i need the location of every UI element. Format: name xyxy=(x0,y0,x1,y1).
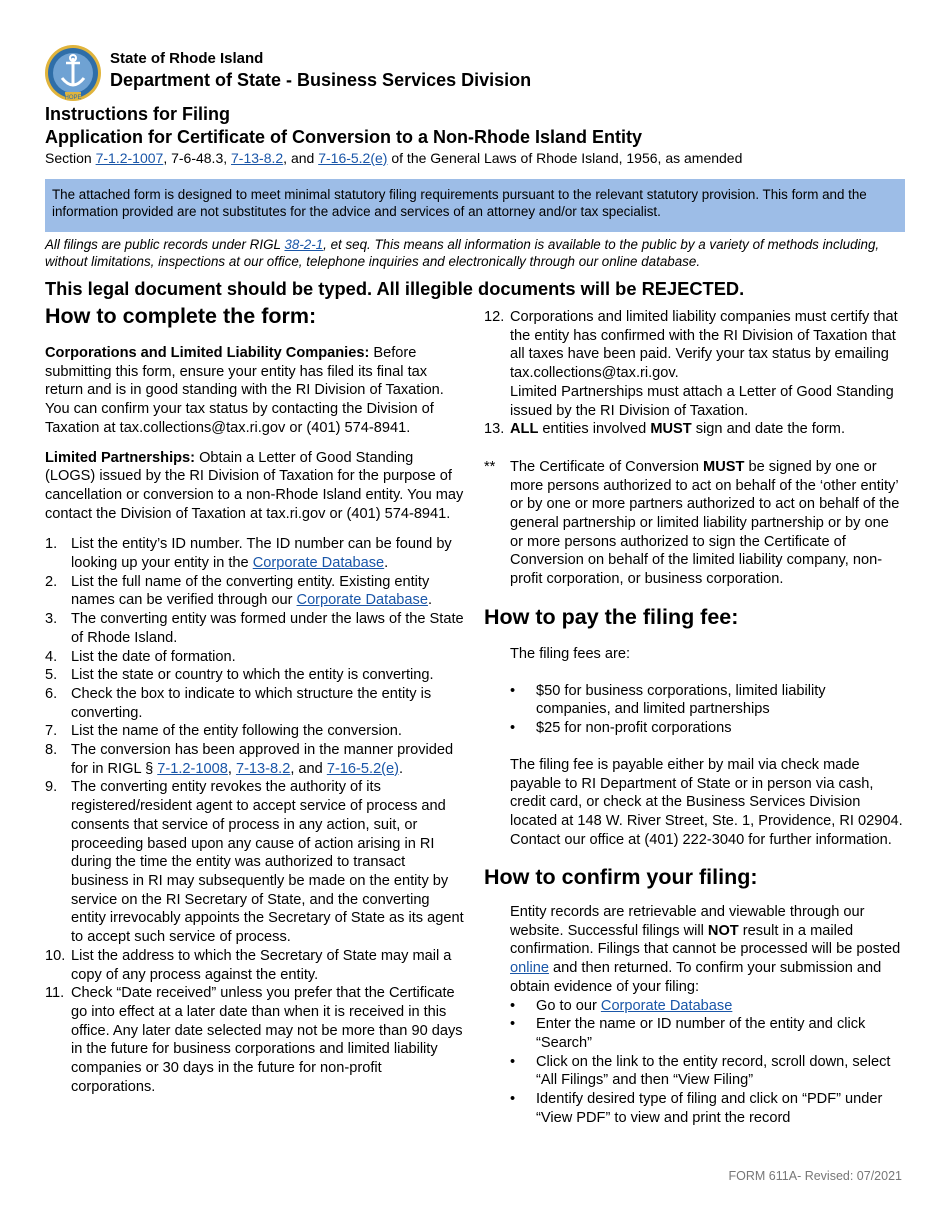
item-number: 3. xyxy=(45,611,58,628)
list-item xyxy=(45,722,465,741)
item-text: Corporations and limited liability companies must certify that the entity has confirmed with the RI Division of Taxation that all taxes have been paid. Verify your tax status by emailing tax.collections@tax.ri.gov. xyxy=(510,309,898,382)
corp-label: Corporations and Limited Liability Companies: xyxy=(45,345,370,361)
item-text: entities involved xyxy=(538,421,651,438)
rigl-38-2-1-link[interactable]: 38-2-1 xyxy=(284,237,324,252)
complete-form-heading: How to complete the form: xyxy=(45,304,317,328)
item-text: List the name of the entity following the conversion. xyxy=(71,723,402,740)
item-number: 12. xyxy=(484,309,505,325)
list-item xyxy=(45,741,465,778)
item-number: 1. xyxy=(45,536,58,553)
lp-text: Obtain a Letter of Good Standing (LOGS) issued by the RI Division of Taxation for the purpose of cancellation or conversion to a non-Rhode Island entity. You may contact the Division of Taxation at tax.ri.gov or (401) 574-8941. xyxy=(45,449,464,522)
instructions-list xyxy=(45,535,465,1096)
page-title: Instructions for Filing xyxy=(45,104,230,124)
statute-link-7-1.2-1008[interactable]: 7-1.2-1008 xyxy=(157,760,228,777)
section-sep: , and xyxy=(283,150,319,166)
legal-warning: This legal document should be typed. All illegible documents will be REJECTED. xyxy=(45,278,745,299)
item-text: , xyxy=(227,760,236,777)
confirm-text: result in a mailed confirmation. Filings that cannot be processed will be posted xyxy=(510,922,901,958)
item-text: The converting entity was formed under the laws of the State of Rhode Island. xyxy=(71,611,464,646)
list-item xyxy=(45,573,465,610)
item-text: List the state or country to which the entity is converting. xyxy=(71,667,434,684)
list-item xyxy=(45,666,465,685)
instructions-list-continued xyxy=(484,308,904,439)
list-item xyxy=(484,308,904,420)
list-item xyxy=(484,420,904,439)
note-mark: ** xyxy=(484,458,496,475)
list-item xyxy=(506,682,904,719)
public-prefix: All filings are public records under RIGL xyxy=(45,237,285,252)
state-name: State of Rhode Island xyxy=(110,50,264,67)
statute-link-7-1.2-1007[interactable]: 7-1.2-1007 xyxy=(95,150,164,166)
bullet: • xyxy=(510,1053,516,1070)
bullet: • xyxy=(510,1091,516,1108)
list-item xyxy=(45,648,465,667)
list-item xyxy=(506,997,904,1016)
list-item xyxy=(506,1053,904,1090)
list-item xyxy=(506,1090,904,1127)
fee-section xyxy=(510,645,904,849)
list-item xyxy=(506,1015,904,1052)
statute-link-7-16-5.2e[interactable]: 7-16-5.2(e) xyxy=(326,760,400,777)
item-number: 5. xyxy=(45,667,58,684)
step-text: Click on the link to the entity record, scroll down, select “All Filings” and then “View Filing” xyxy=(536,1053,891,1089)
item-text: Check the box to indicate to which structure the entity is converting. xyxy=(71,685,432,721)
statute-link-7-13-8.2[interactable]: 7-13-8.2 xyxy=(235,760,291,777)
item-text: The converting entity revokes the authority of its registered/resident agent to accept service of process and consents that service of process in any action, suit, or proceeding based upon any cause of action arising in RI during the time the entity was authorized to transact business in RI may subsequently be made on the entity by service on the RI Secretary of State, and the converting entity irrevocably appoints the Secretary of State as its agent to accept such service of process. xyxy=(71,779,464,946)
item-text: List the date of formation. xyxy=(71,648,236,665)
confirm-not: NOT xyxy=(707,922,739,939)
bullet: • xyxy=(510,720,516,737)
list-item xyxy=(45,685,465,722)
item-text-bold: MUST xyxy=(650,421,692,438)
fee-text: $25 for non-profit corporations xyxy=(536,720,732,737)
confirm-text: Entity records are retrievable and viewable through our website. Successful filings will xyxy=(510,904,865,939)
list-item xyxy=(506,719,904,738)
confirm-paragraph xyxy=(510,903,904,997)
list-item xyxy=(45,947,465,984)
fee-details: The filing fee is payable either by mail via check made payable to RI Department of State or in person via cash, credit card, or check at the Business Services Division located at 148 W. River Street, Ste. 1, Providence, RI 02904. Contact our office at (401) 222-3040 for further information. xyxy=(510,756,903,848)
pay-fee-heading: How to pay the filing fee: xyxy=(484,605,739,629)
item-text-bold: ALL xyxy=(510,421,539,438)
public-suffix: , et seq. This means all information is available to the public by a variety of methods including, without limitations, inspections at our office, telephone inquiries and electronically through our online database. xyxy=(45,237,880,269)
item-number: 11. xyxy=(45,985,65,1002)
online-link[interactable]: online xyxy=(510,960,549,977)
list-item xyxy=(45,535,465,572)
list-item xyxy=(45,610,465,647)
item-text: List the full name of the converting entity. Existing entity names can be verified through our xyxy=(71,573,430,609)
item-text: . xyxy=(399,760,404,777)
item-text: List the address to which the Secretary of State may mail a copy of any process against the entity. xyxy=(71,947,452,983)
bullet: • xyxy=(510,997,516,1014)
note-must: MUST xyxy=(703,458,745,475)
fee-intro: The filing fees are: xyxy=(510,646,631,662)
lp-paragraph xyxy=(45,449,465,524)
section-sep: , 7-6-48.3, xyxy=(163,150,232,166)
signature-note xyxy=(484,458,904,589)
lp-label: Limited Partnerships: xyxy=(45,449,196,466)
item-number: 8. xyxy=(45,742,58,759)
item-text: Check “Date received” unless you prefer that the Certificate go into effect at a later date than when it is received in this office. Any later date selected may not be more than 90 days in the future for business corporations and limited liability companies or 30 days in the future for non-profit corporations. xyxy=(71,985,463,1095)
item-text: Limited Partnerships must attach a Letter of Good Standing issued by the RI Division of Taxation. xyxy=(510,383,894,419)
statute-section xyxy=(45,149,742,168)
seal-text: HOPE xyxy=(64,95,82,101)
item-number: 13. xyxy=(484,421,505,438)
confirm-section xyxy=(510,903,904,1127)
corporate-database-link[interactable]: Corporate Database xyxy=(600,997,733,1014)
item-number: 6. xyxy=(45,685,58,702)
confirm-text: and then returned. To confirm your submission and obtain evidence of your filing: xyxy=(510,960,882,995)
fee-list xyxy=(506,682,904,738)
item-number: 4. xyxy=(45,648,58,665)
confirm-filing-heading: How to confirm your filing: xyxy=(484,865,758,889)
form-title: Application for Certificate of Conversion to a Non-Rhode Island Entity xyxy=(45,127,643,147)
list-item xyxy=(45,984,465,1096)
note-text: be signed by one or more persons authorized to act on behalf of the ‘other entity’ or by one or more partners authorized to act on behalf of the general partnership or limited liability partnership or by one or more persons authorized to sign the Certificate of Conversion on behalf of the limited liability company, non-profit corporation, or business corporation. xyxy=(510,458,900,588)
item-text: . xyxy=(384,555,389,572)
item-text: . xyxy=(427,592,433,609)
right-column xyxy=(484,308,904,589)
form-revision-footer: FORM 611A- Revised: 07/2021 xyxy=(728,1169,902,1183)
item-text: , and xyxy=(290,760,327,777)
step-text: Identify desired type of filing and click on “PDF” under “View PDF” to view and print the record xyxy=(536,1091,883,1126)
step-text: Enter the name or ID number of the entity and click “Search” xyxy=(536,1016,866,1051)
statute-link-7-13-8.2[interactable]: 7-13-8.2 xyxy=(231,150,284,166)
confirm-steps-list xyxy=(506,997,904,1128)
item-number: 7. xyxy=(45,723,58,740)
bullet: • xyxy=(510,1016,516,1033)
rhode-island-seal-logo xyxy=(44,44,102,102)
section-prefix: Section xyxy=(45,150,96,166)
item-number: 2. xyxy=(45,573,58,590)
fee-text: $50 for business corporations, limited liability companies, and limited partnerships xyxy=(536,682,826,718)
statute-link-7-16-5.2e[interactable]: 7-16-5.2(e) xyxy=(318,150,388,166)
disclaimer-notice: The attached form is designed to meet minimal statutory filing requirements pursuant to the relevant statutory provision. This form and the information provided are not substitutes for the advice and services of an attorney and/or tax specialist. xyxy=(45,179,905,232)
corporate-database-link[interactable]: Corporate Database xyxy=(252,555,385,572)
department-name: Department of State - Business Services Division xyxy=(110,70,532,90)
bullet: • xyxy=(510,682,516,699)
left-column xyxy=(45,344,465,1096)
corp-paragraph xyxy=(45,344,465,438)
list-item xyxy=(45,778,465,946)
corporate-database-link[interactable]: Corporate Database xyxy=(296,592,428,609)
item-text: List the entity’s ID number. The ID number can be found by looking up your entity in the xyxy=(71,536,452,572)
item-text: The conversion has been approved in the manner provided for in RIGL § xyxy=(71,742,454,777)
note-text: The Certificate of Conversion xyxy=(510,458,704,475)
public-records-note xyxy=(45,236,905,270)
corp-text: Before submitting this form, ensure your entity has filed its final tax return and is in good standing with the RI Division of Taxation. You can confirm your tax status by contacting the Division of Taxation at tax.collections@tax.ri.gov or (401) 574-8941. xyxy=(45,345,444,436)
section-suffix: of the General Laws of Rhode Island, 1956, as amended xyxy=(387,150,743,166)
item-number: 10. xyxy=(45,947,66,964)
step-text: Go to our xyxy=(536,997,601,1014)
item-text: sign and date the form. xyxy=(691,421,846,438)
item-number: 9. xyxy=(45,779,58,796)
